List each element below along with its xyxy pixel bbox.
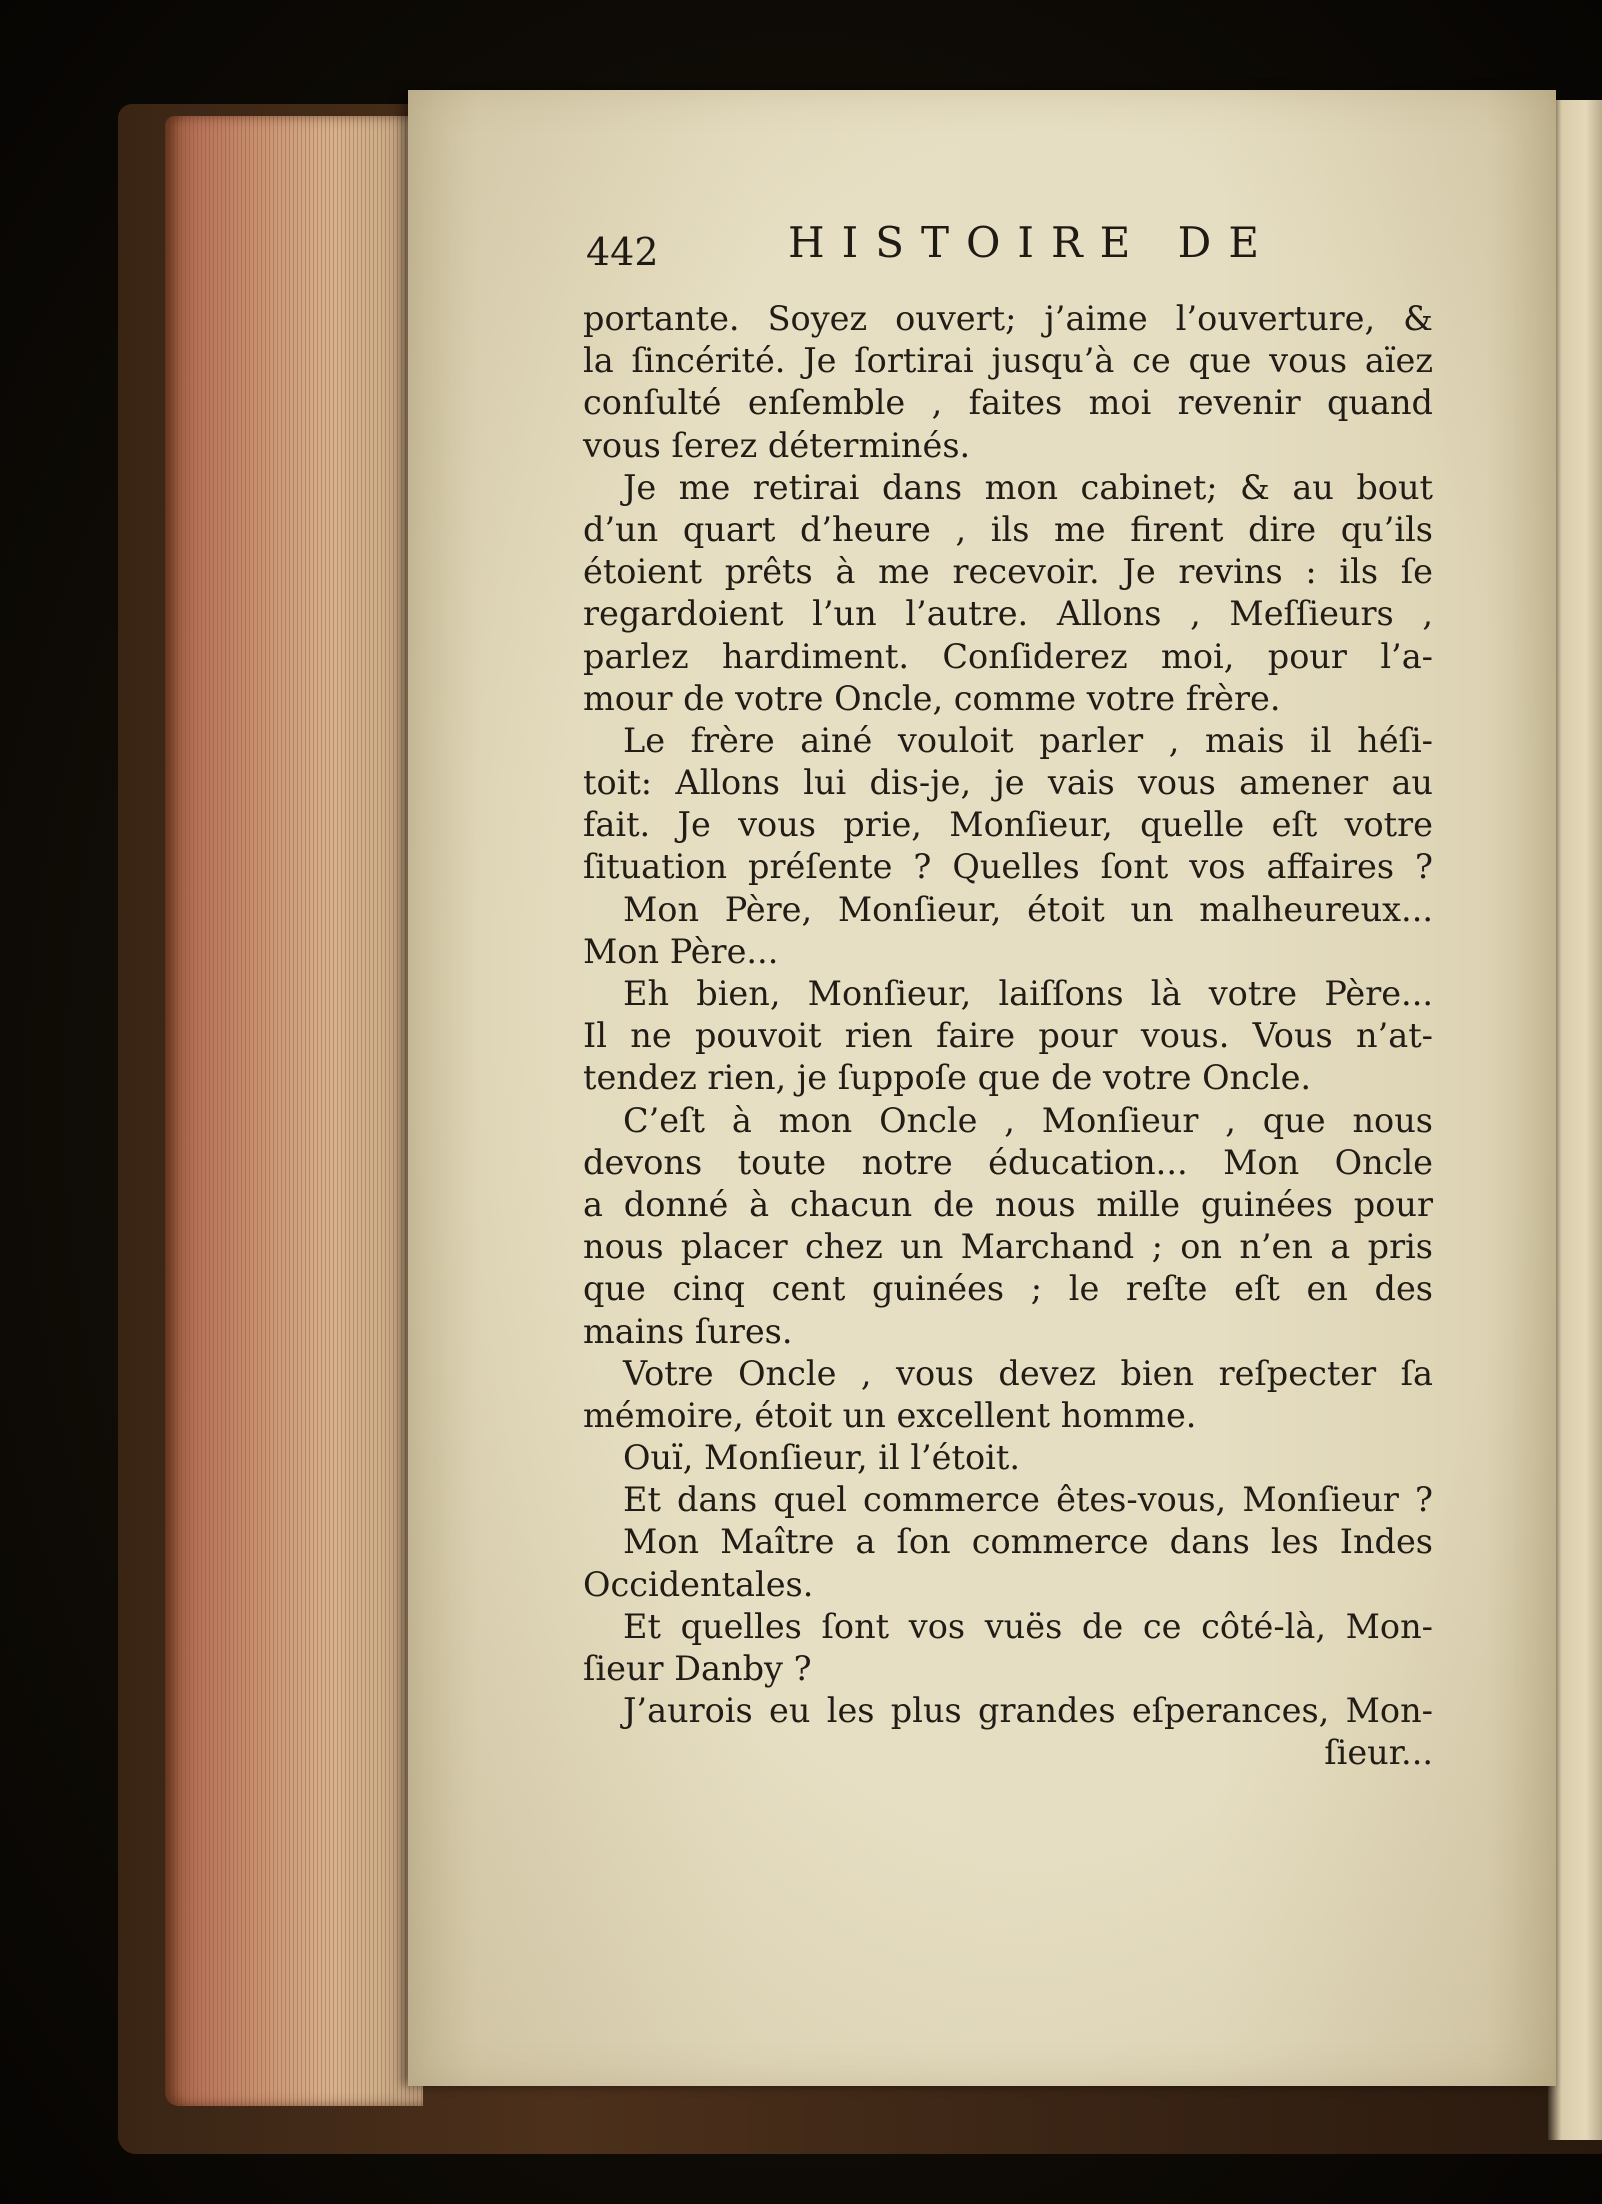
text-line: C’eſt à mon Oncle , Monſieur , que nous bbox=[623, 1100, 1433, 1140]
running-head: HISTOIRE DE bbox=[788, 218, 1276, 267]
text-line: tendez rien, je ſuppoſe que de votre Oncle. bbox=[583, 1058, 1312, 1098]
text-line: ſituation préſente ? Quelles ſont vos affaires ? bbox=[583, 847, 1433, 887]
text-line: toit: Allons lui dis-je, je vais vous amener au bbox=[583, 763, 1433, 803]
text-line: Il ne pouvoit rien faire pour vous. Vous n’at- bbox=[583, 1016, 1433, 1056]
text-line: nous placer chez un Marchand ; on n’en a pris bbox=[583, 1227, 1433, 1267]
book-page bbox=[408, 90, 1556, 2086]
text-line: Mon Père... bbox=[583, 931, 779, 971]
text-line: portante. Soyez ouvert; j’aime l’ouverture, & bbox=[583, 299, 1433, 338]
text-line: que cinq cent guinées ; le reſte eſt en des bbox=[583, 1269, 1433, 1309]
text-line: Eh bien, Monſieur, laiſſons là votre Père... bbox=[623, 974, 1433, 1013]
text-line: devons toute notre éducation... Mon Oncle bbox=[583, 1142, 1433, 1182]
text-line: mour de votre Oncle, comme votre frère. bbox=[583, 678, 1281, 718]
facing-page-edge bbox=[1548, 100, 1602, 2140]
text-line: Et dans quel commerce êtes-vous, Monſieur ? bbox=[623, 1480, 1433, 1520]
text-line: ſieur Danby ? bbox=[583, 1649, 812, 1688]
text-line: Mon Père, Monſieur, étoit un malheureux... bbox=[623, 889, 1433, 929]
text-line: vous ſerez déterminés. bbox=[583, 425, 971, 465]
text-line: mains ſures. bbox=[583, 1311, 793, 1351]
text-line: mémoire, étoit un excellent homme. bbox=[583, 1395, 1197, 1435]
text-line: Mon Maître a ſon commerce dans les Indes bbox=[623, 1522, 1433, 1562]
text-line: Je me retirai dans mon cabinet; & au bout bbox=[623, 467, 1433, 507]
text-line: Ouï, Monſieur, il l’étoit. bbox=[623, 1438, 1020, 1478]
text-line: J’aurois eu les plus grandes eſperances, Mon- bbox=[623, 1691, 1433, 1731]
text-line: Le frère ainé vouloit parler , mais il héſi- bbox=[623, 720, 1433, 760]
text-line: regardoient l’un l’autre. Allons , Meſſieurs , bbox=[583, 594, 1433, 634]
text-line: fait. Je vous prie, Monſieur, quelle eſt votre bbox=[583, 805, 1433, 845]
text-line: ſieur... bbox=[1324, 1733, 1433, 1773]
text-block bbox=[583, 298, 1433, 1775]
text-line: étoient prêts à me recevoir. Je revins : ils ſe bbox=[583, 552, 1433, 592]
text-line: parlez hardiment. Conſiderez moi, pour l’a- bbox=[583, 636, 1433, 676]
page-edges bbox=[165, 116, 423, 2106]
text-line: Occidentales. bbox=[583, 1564, 814, 1604]
text-line: Et quelles ſont vos vuës de ce côté-là, Mon- bbox=[623, 1606, 1433, 1646]
text-line: d’un quart d’heure , ils me firent dire qu’ils bbox=[583, 509, 1433, 549]
text-line: Votre Oncle , vous devez bien reſpecter ſa bbox=[623, 1353, 1433, 1393]
text-line: la ſincérité. Je ſortirai jusqu’à ce que vous aïez bbox=[583, 341, 1433, 381]
text-line: a donné à chacun de nous mille guinées pour bbox=[583, 1184, 1433, 1224]
text-line: conſulté enſemble , faites moi revenir quand bbox=[583, 383, 1433, 423]
page-number: 442 bbox=[586, 230, 659, 274]
